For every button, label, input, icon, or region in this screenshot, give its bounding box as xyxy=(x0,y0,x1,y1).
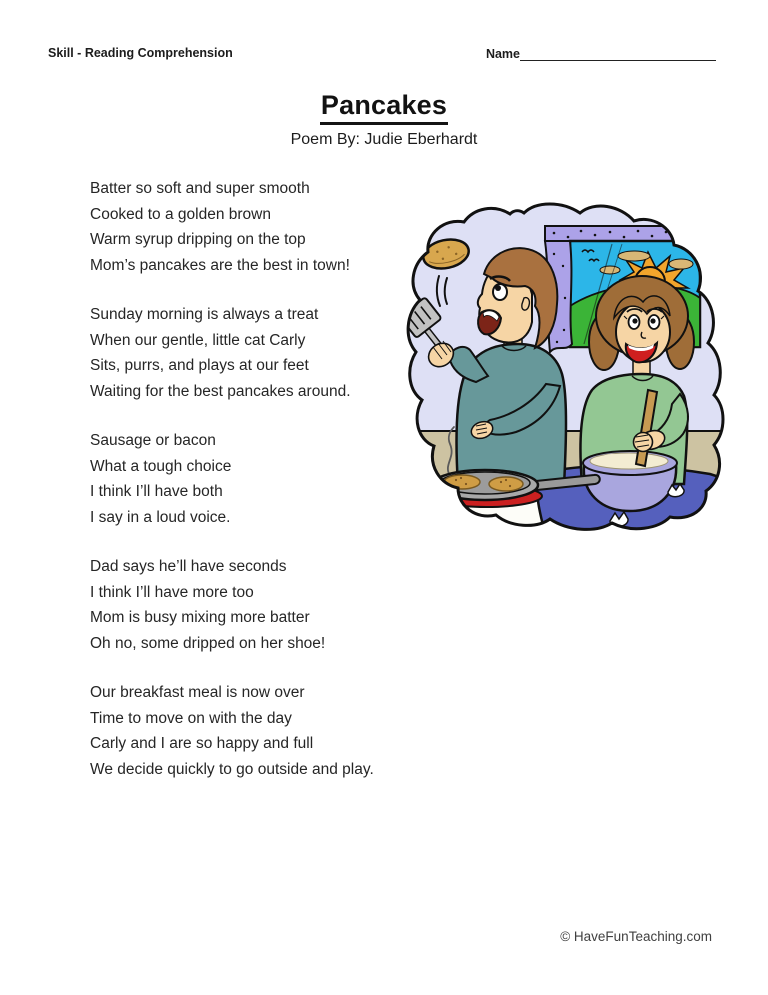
poem-line: Carly and I are so happy and full xyxy=(90,735,314,752)
name-field xyxy=(486,46,716,61)
poem-line: Sits, purrs, and plays at our feet xyxy=(90,357,309,374)
poem-line: What a tough choice xyxy=(90,457,232,475)
poem-line: Cooked to a golden brown xyxy=(90,205,271,223)
poem-line: Mom is busy mixing more batter xyxy=(90,609,310,626)
poem-line: Oh no, some dripped on her shoe! xyxy=(90,634,326,652)
poem-line: Dad says he’ll have seconds xyxy=(90,558,287,575)
poem-stanza xyxy=(90,554,470,656)
name-label: Name xyxy=(485,47,520,61)
poem-line: Sunday morning is always a treat xyxy=(90,306,319,323)
poem-line: When our gentle, little cat Carly xyxy=(90,331,306,349)
poem-line: I think I’ll have both xyxy=(90,483,223,500)
poem-line: Mom’s pancakes are the best in town! xyxy=(90,256,350,274)
poem-line: We decide quickly to go outside and play. xyxy=(90,760,374,778)
poem-line: Sausage or bacon xyxy=(90,432,216,449)
name-underline xyxy=(520,46,716,61)
batter xyxy=(590,453,668,469)
mom-hand xyxy=(634,433,653,452)
poem-line: Waiting for the best pancakes around. xyxy=(90,382,351,400)
skill-label: Skill - Reading Comprehension xyxy=(48,46,233,60)
copyright: © HaveFunTeaching.com xyxy=(560,929,712,944)
worksheet-title: Pancakes xyxy=(320,90,448,125)
worksheet-byline: Poem By: Judie Eberhardt xyxy=(290,131,478,148)
poem-line: Our breakfast meal is now over xyxy=(90,684,305,701)
dad-head xyxy=(478,248,558,348)
poem-line: I say in a loud voice. xyxy=(90,508,231,526)
poem-line: Warm syrup dripping on the top xyxy=(90,231,306,248)
poem-line: Batter so soft and super smooth xyxy=(90,180,310,197)
poem-line: Time to move on with the day xyxy=(90,709,292,727)
worksheet-illustration xyxy=(398,194,728,534)
poem-line: I think I’ll have more too xyxy=(90,583,254,601)
poem-stanza xyxy=(90,680,470,782)
